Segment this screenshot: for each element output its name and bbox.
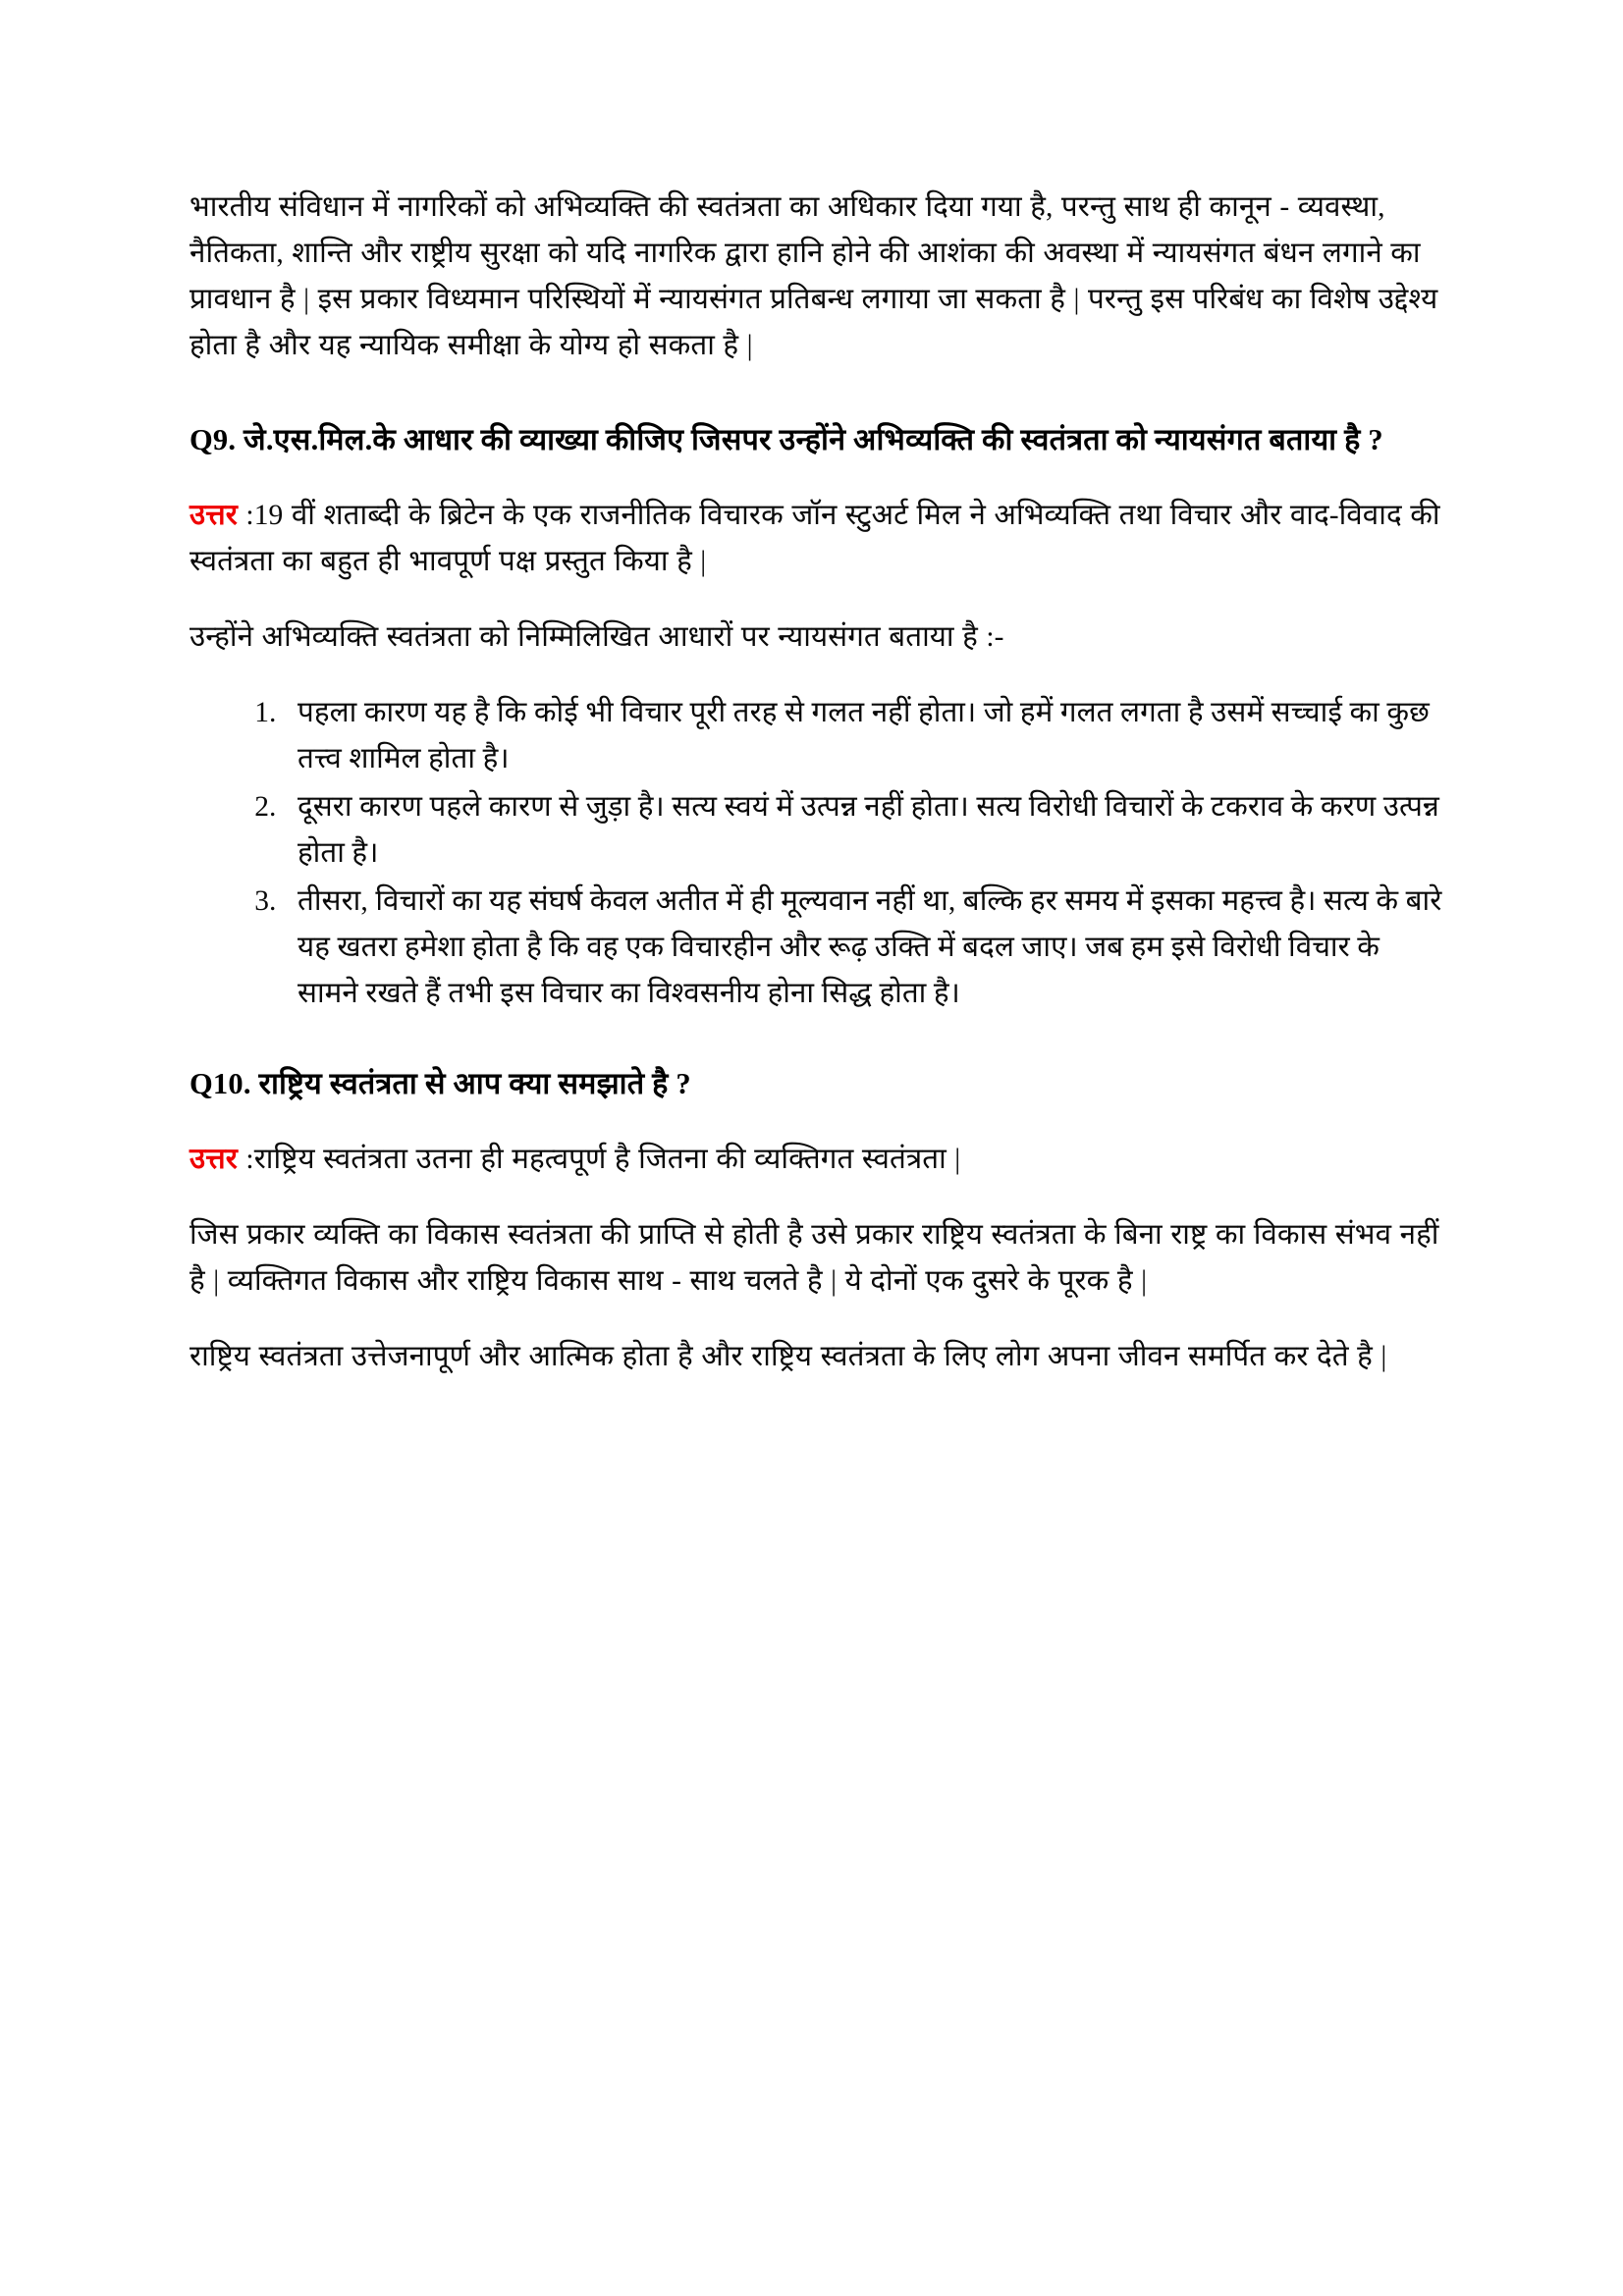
- intro-paragraph: भारतीय संविधान में नागरिकों को अभिव्यक्ति की स्वतंत्रता का अधिकार दिया गया है, परन्तु साथ ही कानून - व्यवस्था, नैतिकता, शान्ति और राष्ट्रीय सुरक्षा को यदि नागरिक द्वारा हानि होने की आशंका की अवस्था में न्यायसंगत बंधन लगाने का प्रावधान है | इस प्रकार विध्यमान परिस्थियों में न्यायसंगत प्रतिबन्ध लगाया जा सकता है | परन्तु इस परिबंध का विशेष उद्देश्य होता है और यह न्यायिक समीक्षा के योग्य हो सकता है |: [189, 191, 1438, 361]
- question-9-answer-paragraph: [189, 493, 1443, 585]
- list-item: [284, 690, 1443, 782]
- reason-3-text: तीसरा, विचारों का यह संघर्ष केवल अतीत में ही मूल्यवान नहीं था, बल्कि हर समय में इसका महत्त्व है। सत्य के बारे यह खतरा हमेशा होता है कि वह एक विचारहीन और रूढ़ उक्ति में बदल जाए। जब हम इसे विरोधी विचार के सामने रखते हैं तभी इस विचार का विश्वसनीय होना सिद्ध होता है।: [298, 885, 1442, 1009]
- list-item: [284, 879, 1443, 1017]
- question-10-body-paragraph-2: राष्ट्रिय स्वतंत्रता उत्तेजनापूर्ण और आत्मिक होता है और राष्ट्रिय स्वतंत्रता के लिए लोग अपना जीवन समर्पित कर देते है |: [189, 1341, 1387, 1372]
- answer-label-q10: उत्तर: [189, 1144, 238, 1175]
- list-item: [284, 784, 1443, 877]
- question-9-answer-text: :19 वीं शताब्दी के ब्रिटेन के एक राजनीतिक विचारक जॉन स्टुअर्ट मिल ने अभिव्यक्ति तथा विचार और वाद-विवाद की स्वतंत्रता का बहुत ही भावपूर्ण पक्ष प्रस्तुत किया है |: [189, 500, 1440, 577]
- reason-1-text: पहला कारण यह है कि कोई भी विचार पूरी तरह से गलत नहीं होता। जो हमें गलत लगता है उसमें सच्चाई का कुछ तत्त्व शामिल होता है।: [298, 697, 1430, 774]
- question-10-answer-text: :राष्ट्रिय स्वतंत्रता उतना ही महत्वपूर्ण है जितना की व्यक्तिगत स्वतंत्रता |: [237, 1144, 961, 1175]
- reason-2-text: दूसरा कारण पहले कारण से जुड़ा है। सत्य स्वयं में उत्पन्न नहीं होता। सत्य विरोधी विचारों के टकराव के करण उत्पन्न होता है।: [298, 791, 1439, 869]
- answer-label-q9: उत्तर: [189, 500, 238, 531]
- question-9-list-lead-in: उन्होंने अभिव्यक्ति स्वतंत्रता को निम्मिलिखित आधारों पर न्यायसंगत बताया है :-: [189, 621, 1004, 653]
- question-10-body-paragraph-1: जिस प्रकार व्यक्ति का विकास स्वतंत्रता की प्राप्ति से होती है उसे प्रकार राष्ट्रिय स्वतंत्रता के बिना राष्ट्र का विकास संभव नहीं है | व्यक्तिगत विकास और राष्ट्रिय विकास साथ - साथ चलते है | ये दोनों एक दुसरे के पूरक है |: [189, 1219, 1439, 1297]
- question-9-reasons-list: [189, 690, 1443, 1017]
- question-9-heading: Q9. जे.एस.मिल.के आधार की व्याख्या कीजिए जिसपर उन्होंने अभिव्यक्ति की स्वतंत्रता को न्यायसंगत बताया है ?: [189, 423, 1383, 456]
- question-10-answer-paragraph: [189, 1137, 1443, 1183]
- question-10-heading: Q10. राष्ट्रिय स्वतंत्रता से आप क्या समझाते है ?: [189, 1067, 691, 1100]
- document-content: [189, 185, 1443, 1410]
